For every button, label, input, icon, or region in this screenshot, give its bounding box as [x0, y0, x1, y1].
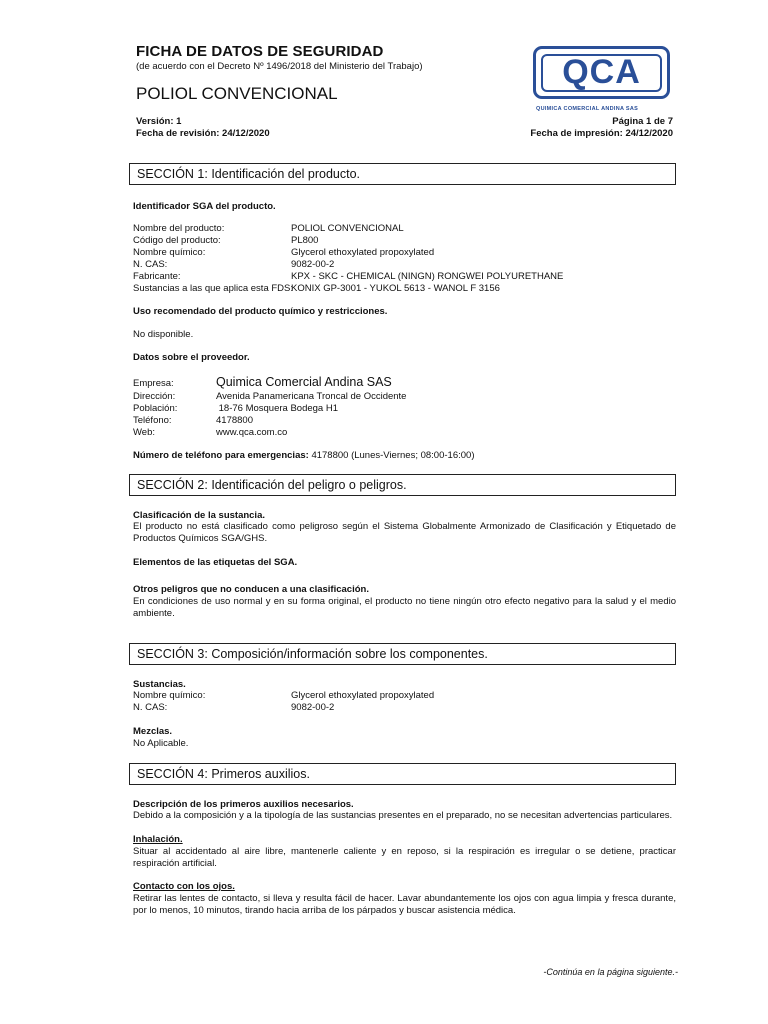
inhalation-text: Situar al accidentado al aire libre, mantenerle caliente y en reposo, si la respiración es irregular o se detiene, practicar respiración artificial. [133, 846, 676, 869]
recommended-use-heading: Uso recomendado del producto químico y restricciones. [133, 306, 388, 317]
field-label: N. CAS: [133, 702, 168, 713]
field-label: Nombre químico: [133, 247, 206, 258]
inhalation-heading: Inhalación. [133, 834, 183, 845]
revision-date: Fecha de revisión: 24/12/2020 [136, 128, 270, 139]
field-label: Nombre químico: [133, 690, 206, 701]
field-value: KONIX GP-3001 - YUKOL 5613 - WANOL F 3156 [291, 283, 500, 294]
supplier-label: Web: [133, 427, 156, 438]
emergency-phone [133, 450, 474, 462]
print-date: Fecha de impresión: 24/12/2020 [530, 128, 673, 139]
supplier-label: Población: [133, 403, 178, 414]
field-value: PL800 [291, 235, 319, 246]
mixtures-text: No Aplicable. [133, 738, 189, 749]
version-label: Versión: 1 [136, 116, 182, 127]
recommended-use-text: No disponible. [133, 329, 194, 340]
other-hazards-heading: Otros peligros que no conducen a una clasificación. [133, 584, 369, 595]
emergency-label: Número de teléfono para emergencias: [133, 450, 309, 461]
supplier-phone: 4178800 [216, 415, 253, 426]
supplier-label: Empresa: [133, 378, 174, 389]
field-label: Código del producto: [133, 235, 221, 246]
section-4-title: SECCIÓN 4: Primeros auxilios. [129, 763, 676, 785]
product-name-heading: POLIOL CONVENCIONAL [136, 84, 338, 103]
continue-note: -Continúa en la página siguiente.- [543, 967, 678, 977]
field-value: KPX - SKC - CHEMICAL (NINGN) RONGWEI POLYURETHANE [291, 271, 564, 282]
substances-heading: Sustancias. [133, 679, 186, 690]
field-value: Glycerol ethoxylated propoxylated [291, 247, 435, 258]
company-logo [533, 46, 670, 99]
eye-contact-text: Retirar las lentes de contacto, si lleva y resulta fácil de hacer. Lavar abundantemente los ojos con agua limpia y fresca durante, por lo menos, 10 minutos, tirando hacia arriba de los párpados y buscar asistencia médica. [133, 893, 676, 916]
supplier-label: Dirección: [133, 391, 176, 402]
company-name: Quimica Comercial Andina SAS [216, 375, 392, 389]
classification-heading: Clasificación de la sustancia. [133, 510, 265, 521]
section-1-title: SECCIÓN 1: Identificación del producto. [129, 163, 676, 185]
supplier-heading: Datos sobre el proveedor. [133, 352, 250, 363]
supplier-web-link[interactable]: www.qca.com.co [216, 427, 288, 438]
other-hazards-text: En condiciones de uso normal y en su forma original, el producto no tiene ningún otro efecto negativo para la salud y el medio ambiente. [133, 596, 676, 619]
field-value: POLIOL CONVENCIONAL [291, 223, 404, 234]
document-subtitle: (de acuerdo con el Decreto Nº 1496/2018 del Ministerio del Trabajo) [136, 61, 423, 72]
emergency-value: 4178800 (Lunes-Viernes; 08:00-16:00) [308, 450, 475, 461]
logo-caption: QUIMICA COMERCIAL ANDINA SAS [536, 106, 639, 112]
label-elements-heading: Elementos de las etiquetas del SGA. [133, 557, 298, 568]
page-number: Página 1 de 7 [612, 116, 673, 127]
supplier-address: Avenida Panamericana Troncal de Occidente [216, 391, 407, 402]
field-label: Nombre del producto: [133, 223, 225, 234]
classification-text: El producto no está clasificado como peligroso según el Sistema Globalmente Armonizado de Clasificación y Etiquetado de Productos Químicos SGA/GHS. [133, 521, 676, 544]
logo-text: QCA [541, 54, 662, 92]
field-value: Glycerol ethoxylated propoxylated [291, 690, 435, 701]
first-aid-description-heading: Descripción de los primeros auxilios necesarios. [133, 799, 354, 810]
document-title: FICHA DE DATOS DE SEGURIDAD [136, 43, 384, 60]
supplier-label: Teléfono: [133, 415, 172, 426]
field-value: 9082-00-2 [291, 259, 335, 270]
field-label: Sustancias a las que aplica esta FDS: [133, 283, 294, 294]
section-2-title: SECCIÓN 2: Identificación del peligro o peligros. [129, 474, 676, 496]
field-value: 9082-00-2 [291, 702, 335, 713]
first-aid-description-text: Debido a la composición y a la tipología de las sustancias presentes en el preparado, no se necesitan advertencias particulares. [133, 810, 673, 821]
field-label: N. CAS: [133, 259, 168, 270]
eye-contact-heading: Contacto con los ojos. [133, 881, 235, 892]
supplier-city: 18-76 Mosquera Bodega H1 [216, 403, 338, 414]
section-3-title: SECCIÓN 3: Composición/información sobre los componentes. [129, 643, 676, 665]
sga-identifier-heading: Identificador SGA del producto. [133, 201, 276, 212]
mixtures-heading: Mezclas. [133, 726, 173, 737]
field-label: Fabricante: [133, 271, 181, 282]
